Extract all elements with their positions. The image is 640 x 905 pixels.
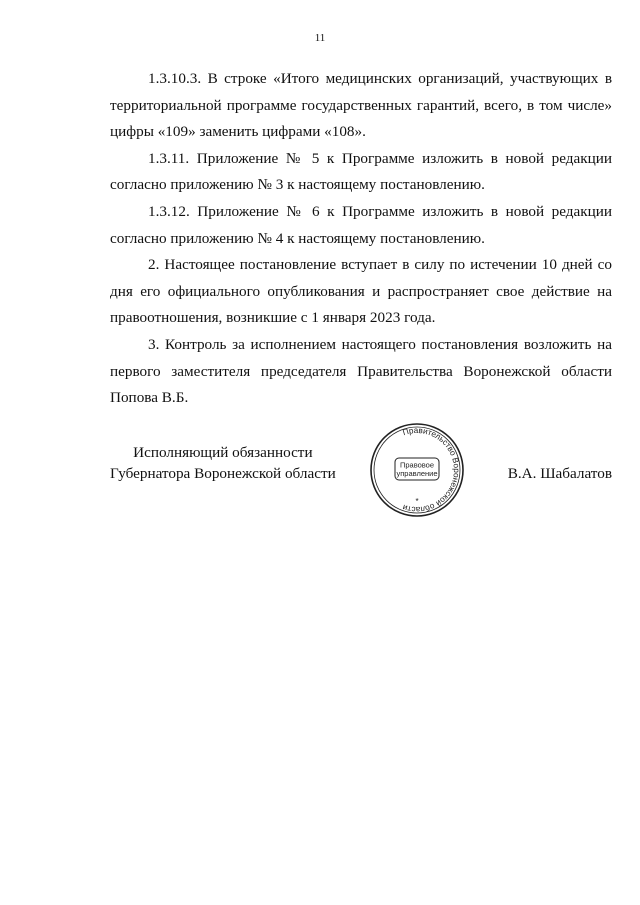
stamp-ring-text: Правительство Воронежской области (401, 425, 462, 515)
stamp-center-line2: управление (396, 469, 438, 478)
seal-stamp-icon (367, 420, 467, 520)
page-number: 11 (314, 32, 326, 44)
signature-block (110, 420, 612, 520)
signer-title-line1: Исполняющий обязанности (133, 444, 313, 461)
signer-title-line2: Губернатора Воронежской области (110, 465, 336, 482)
signer-title (110, 442, 336, 484)
stamp-center-line1: Правовое (399, 460, 435, 470)
paragraph-1-3-11: 1.3.11. Приложение № 5 к Программе изложить в новой редакции согласно приложению № 3 к настоящему постановлению. (110, 149, 612, 194)
signer-name: В.А. Шабалатов (507, 465, 612, 482)
paragraph-3: 3. Контроль за исполнением настоящего постановления возложить на первого заместителя председателя Правительства Воронежской области Попова В.Б. (110, 335, 612, 407)
paragraph-2: 2. Настоящее постановление вступает в силу по истечении 10 дней со дня его официального опубликования и распространяет свое действие на правоотношения, возникшие с 1 января 2023 года. (110, 256, 612, 327)
paragraph-1-3-12: 1.3.12. Приложение № 6 к Программе изложить в новой редакции согласно приложению № 4 к настоящему постановлению. (110, 202, 612, 247)
document-body (110, 66, 612, 412)
paragraph-1-3-10-3: 1.3.10.3. В строке «Итого медицинских организаций, участвующих в территориальной программе государственных гарантий, всего, в том числе» цифры «109» заменить цифрами «108». (110, 70, 612, 141)
stamp-star: * (415, 497, 419, 506)
